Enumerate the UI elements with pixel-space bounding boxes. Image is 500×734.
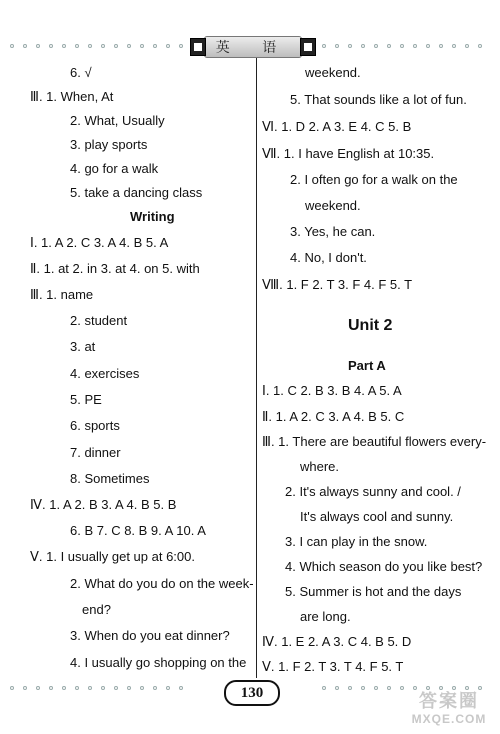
border-dot <box>179 44 183 48</box>
right-answer-line: 3. Yes, he can. <box>290 224 376 239</box>
border-dot <box>23 44 27 48</box>
border-dot <box>439 44 443 48</box>
right-answer-line: 4. No, I don't. <box>290 250 367 265</box>
left-answer-line: 5. PE <box>70 392 102 407</box>
left-answer-line: Ⅴ. 1. I usually get up at 6:00. <box>30 549 195 564</box>
right-answer-line: Ⅲ. 1. There are beautiful flowers every- <box>262 434 487 449</box>
left-answer-line: 4. go for a walk <box>70 161 159 176</box>
left-answer-line: Ⅳ. 1. A 2. B 3. A 4. B 5. B <box>30 497 177 512</box>
left-answer-line: end? <box>82 602 111 617</box>
watermark-logo <box>406 690 492 730</box>
right-answer-line: weekend. <box>305 198 361 213</box>
border-dot <box>88 44 92 48</box>
left-answer-line: 3. When do you eat dinner? <box>70 628 230 643</box>
border-dot <box>400 44 404 48</box>
right-answer-line: Ⅵ. 1. D 2. A 3. E 4. C 5. B <box>262 119 412 134</box>
right-answer-line: Part A <box>348 358 386 373</box>
left-answer-line: 6. B 7. C 8. B 9. A 10. A <box>70 523 206 538</box>
border-dot <box>23 686 27 690</box>
border-dot <box>374 44 378 48</box>
border-dot <box>348 686 352 690</box>
left-answer-line: 3. at <box>70 339 96 354</box>
subject-title: 英 语 <box>215 40 291 56</box>
right-answer-line: Ⅱ. 1. A 2. C 3. A 4. B 5. C <box>262 409 405 424</box>
border-dot <box>322 44 326 48</box>
border-dot <box>478 44 482 48</box>
border-dot <box>140 686 144 690</box>
left-answer-line: 3. play sports <box>70 137 148 152</box>
watermark-text: 答案圈 <box>419 691 479 711</box>
border-dot <box>465 44 469 48</box>
left-answer-line: 2. What, Usually <box>70 113 165 128</box>
right-answer-line: 3. I can play in the snow. <box>285 534 428 549</box>
left-answer-line: 2. student <box>70 313 128 328</box>
border-dot <box>153 44 157 48</box>
left-answer-line: Writing <box>130 209 175 224</box>
right-answer-line: Ⅳ. 1. E 2. A 3. C 4. B 5. D <box>262 634 412 649</box>
right-answer-line: Ⅰ. 1. C 2. B 3. B 4. A 5. A <box>262 383 402 398</box>
border-dot <box>179 686 183 690</box>
border-dot <box>361 686 365 690</box>
left-answer-line: 6. √ <box>70 65 92 80</box>
border-dot <box>387 44 391 48</box>
left-answer-line: Ⅲ. 1. When, At <box>30 89 114 104</box>
border-dot <box>322 686 326 690</box>
border-dot <box>387 686 391 690</box>
right-answer-line: 4. Which season do you like best? <box>285 559 483 574</box>
border-dot <box>452 44 456 48</box>
right-answer-line: It's always cool and sunny. <box>300 509 454 524</box>
border-dot <box>36 44 40 48</box>
column-divider <box>256 58 257 678</box>
left-answer-line: 4. I usually go shopping on the <box>70 655 247 670</box>
border-dot <box>114 44 118 48</box>
subject-header <box>190 33 316 59</box>
watermark-url: MXQE.COM <box>411 712 487 726</box>
right-answer-line: 2. It's always sunny and cool. / <box>285 484 461 499</box>
border-dot <box>348 44 352 48</box>
left-answer-line: 7. dinner <box>70 445 121 460</box>
border-dot <box>114 686 118 690</box>
border-dot <box>75 686 79 690</box>
border-dot <box>49 44 53 48</box>
left-answer-line: 2. What do you do on the week- <box>70 576 254 591</box>
border-dot <box>62 686 66 690</box>
right-answer-line: Ⅶ. 1. I have English at 10:35. <box>262 146 435 161</box>
border-dot <box>166 44 170 48</box>
border-dot <box>10 686 14 690</box>
border-dot <box>413 44 417 48</box>
border-dot <box>127 44 131 48</box>
left-answer-line: Ⅱ. 1. at 2. in 3. at 4. on 5. with <box>30 261 200 276</box>
right-answer-line: where. <box>300 459 340 474</box>
border-dot <box>153 686 157 690</box>
border-dot <box>400 686 404 690</box>
left-answer-line: 5. take a dancing class <box>70 185 203 200</box>
left-answer-line: 8. Sometimes <box>70 471 150 486</box>
left-answer-line: 6. sports <box>70 418 120 433</box>
border-dot <box>101 44 105 48</box>
border-dot <box>361 44 365 48</box>
border-dot <box>101 686 105 690</box>
right-answer-line: Ⅴ. 1. F 2. T 3. T 4. F 5. T <box>262 659 404 674</box>
right-answer-line: weekend. <box>305 65 361 80</box>
border-dot <box>335 686 339 690</box>
border-dot <box>88 686 92 690</box>
page-number: 130 <box>224 680 280 706</box>
border-dot <box>335 44 339 48</box>
left-answer-line: 4. exercises <box>70 366 140 381</box>
left-answer-line: Ⅰ. 1. A 2. C 3. A 4. B 5. A <box>30 235 169 250</box>
right-answer-line: 2. I often go for a walk on the <box>290 172 458 187</box>
left-answer-line: Ⅲ. 1. name <box>30 287 94 302</box>
border-dot <box>62 44 66 48</box>
border-dot <box>140 44 144 48</box>
border-dot <box>10 44 14 48</box>
right-answer-line: Ⅷ. 1. F 2. T 3. F 4. F 5. T <box>262 277 413 292</box>
border-dot <box>127 686 131 690</box>
right-answer-line: are long. <box>300 609 351 624</box>
right-answer-line: Unit 2 <box>348 317 393 334</box>
border-dot <box>374 686 378 690</box>
right-answer-line: 5. That sounds like a lot of fun. <box>290 92 467 107</box>
border-dot <box>75 44 79 48</box>
border-dot <box>36 686 40 690</box>
right-answer-line: 5. Summer is hot and the days <box>285 584 462 599</box>
border-dot <box>49 686 53 690</box>
border-dot <box>166 686 170 690</box>
border-dot <box>426 44 430 48</box>
